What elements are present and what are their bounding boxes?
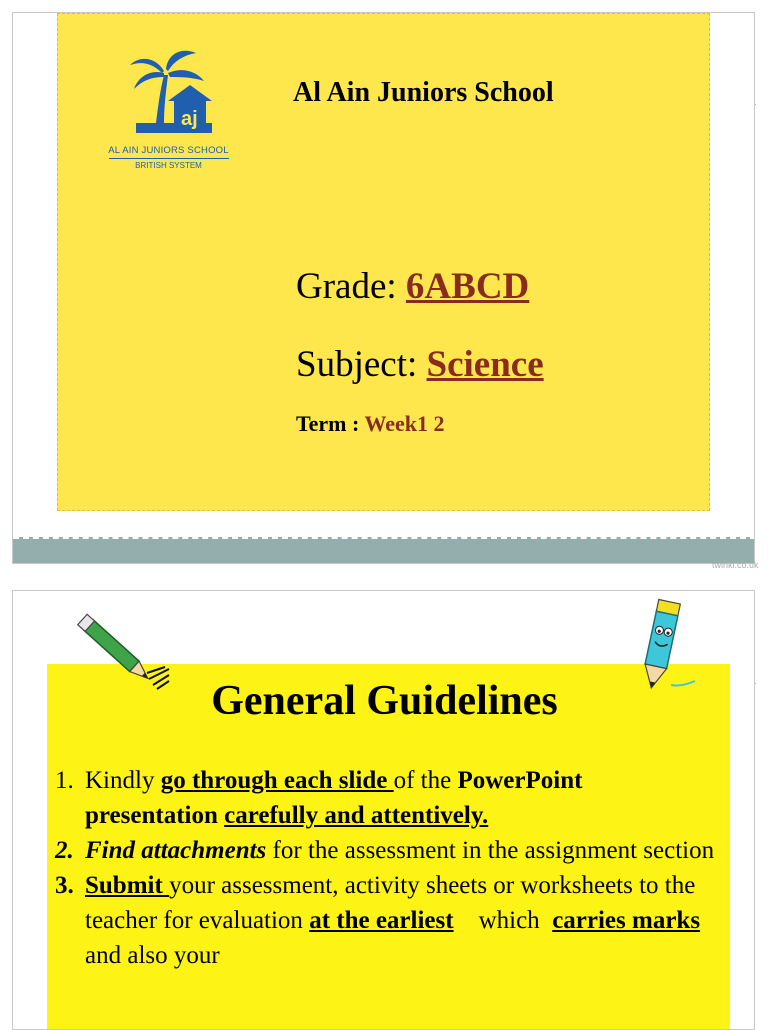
guideline-item: 3. Submit your assessment, activity sheets or worksheets to the teacher for evaluation at the earliest which carries marks and also your	[55, 868, 715, 973]
school-logo	[101, 49, 236, 179]
guideline-item: 2. Find attachments for the assessment in the assignment section	[55, 833, 715, 868]
logo-school-name: AL AIN JUNIORS SCHOOL	[108, 145, 229, 156]
guidelines-list	[55, 763, 715, 973]
guideline-number: 3.	[55, 872, 74, 899]
term-line	[296, 411, 445, 437]
term-value: Week1 2	[364, 411, 445, 436]
guideline-item: 1. Kindly go through each slide of the PowerPoint presentation carefully and attentively.	[55, 763, 715, 833]
grade-value: 6ABCD	[405, 266, 530, 307]
guideline-number: 1.	[55, 767, 74, 794]
palm-house-icon	[124, 49, 214, 143]
subject-value: Science	[426, 344, 544, 385]
guideline-number: 2.	[55, 837, 74, 864]
subject-label: Subject:	[296, 344, 427, 385]
term-label: Term :	[296, 411, 365, 436]
logo-system-label: BRITISH SYSTEM	[135, 161, 202, 170]
guidelines-slide[interactable]	[12, 590, 755, 1030]
credit-watermark: twinkl.co.uk	[712, 560, 759, 570]
grade-line	[296, 265, 529, 308]
svg-text:aj: aj	[180, 108, 198, 130]
subject-line	[296, 343, 544, 386]
slide-footer-band	[13, 537, 755, 564]
school-title: Al Ain Juniors School	[293, 77, 554, 108]
title-slide[interactable]	[12, 12, 755, 564]
logo-divider	[109, 158, 229, 159]
grade-label: Grade:	[296, 266, 406, 307]
guidelines-title: General Guidelines	[211, 678, 558, 724]
